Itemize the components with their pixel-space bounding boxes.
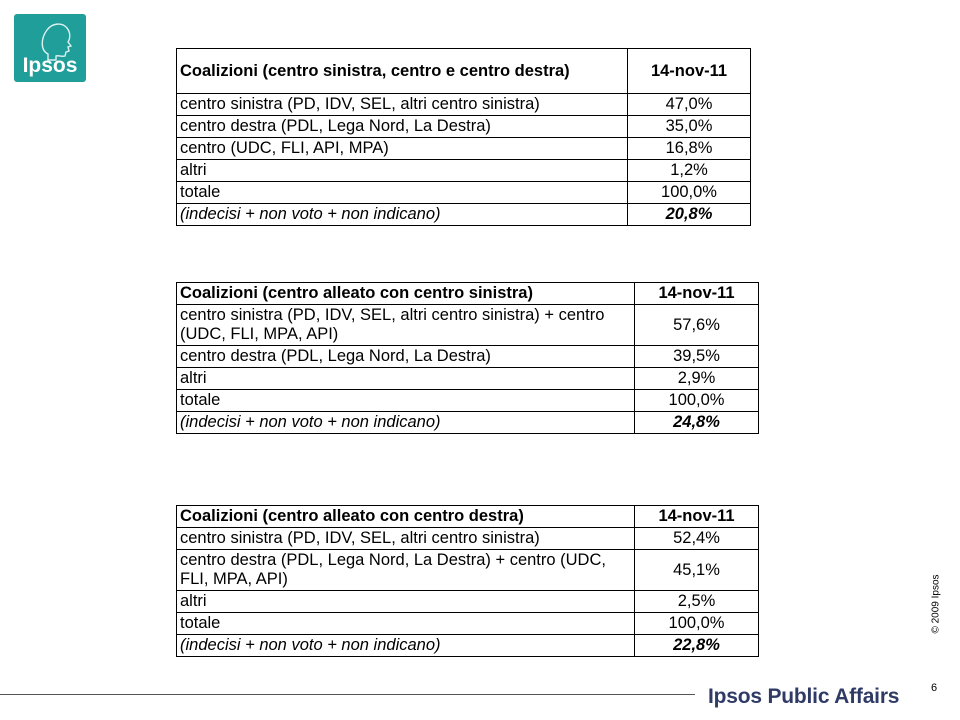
row-label: centro destra (PDL, Lega Nord, La Destra) (177, 346, 635, 368)
table-row (177, 94, 751, 116)
row-label: centro destra (PDL, Lega Nord, La Destra) + centro (UDC, FLI, MPA, API) (177, 550, 635, 591)
row-value: 2,5% (635, 591, 759, 613)
row-label: totale (177, 390, 635, 412)
row-label: centro (UDC, FLI, API, MPA) (177, 138, 628, 160)
row-label: altri (177, 368, 635, 390)
row-label: totale (177, 182, 628, 204)
row-value: 57,6% (635, 305, 759, 346)
table-row (177, 116, 751, 138)
table-row (177, 390, 759, 412)
table-row (177, 528, 759, 550)
row-value: 47,0% (628, 94, 751, 116)
row-value: 52,4% (635, 528, 759, 550)
page-number: 6 (931, 682, 938, 694)
row-value: 2,9% (635, 368, 759, 390)
header-label: Coalizioni (centro alleato con centro destra) (177, 506, 635, 528)
table-coalizioni-tre-poli (176, 48, 751, 226)
copyright-notice: © 2009 Ipsos (930, 574, 942, 634)
table-row (177, 138, 751, 160)
logo-text: Ipsos (22, 54, 78, 77)
table-centro-con-sinistra (176, 282, 759, 434)
row-value: 45,1% (635, 550, 759, 591)
header-label: Coalizioni (centro alleato con centro sinistra) (177, 283, 635, 305)
row-label: centro sinistra (PD, IDV, SEL, altri centro sinistra) (177, 528, 635, 550)
row-label: altri (177, 591, 635, 613)
table-header-row (177, 283, 759, 305)
row-value: 100,0% (635, 390, 759, 412)
row-value: 24,8% (635, 412, 759, 434)
row-value: 35,0% (628, 116, 751, 138)
table-row (177, 182, 751, 204)
row-value: 100,0% (635, 613, 759, 635)
table-row (177, 305, 759, 346)
row-value: 1,2% (628, 160, 751, 182)
table-row (177, 550, 759, 591)
row-label: totale (177, 613, 635, 635)
ipsos-logo (14, 14, 86, 82)
table-row (177, 204, 751, 226)
row-value: 100,0% (628, 182, 751, 204)
table-row (177, 412, 759, 434)
table-row (177, 346, 759, 368)
row-value: 22,8% (635, 635, 759, 657)
table-header-row (177, 49, 751, 94)
table-row (177, 613, 759, 635)
row-value: 20,8% (628, 204, 751, 226)
table-centro-con-destra (176, 505, 759, 657)
row-label: centro sinistra (PD, IDV, SEL, altri centro sinistra) + centro (UDC, FLI, MPA, API) (177, 305, 635, 346)
row-label: centro sinistra (PD, IDV, SEL, altri centro sinistra) (177, 94, 628, 116)
table-row (177, 591, 759, 613)
header-date: 14-nov-11 (635, 506, 759, 528)
row-label: (indecisi + non voto + non indicano) (177, 635, 635, 657)
row-label: (indecisi + non voto + non indicano) (177, 412, 635, 434)
row-value: 39,5% (635, 346, 759, 368)
table-row (177, 635, 759, 657)
table-row (177, 160, 751, 182)
table-row (177, 368, 759, 390)
header-label: Coalizioni (centro sinistra, centro e centro destra) (177, 49, 628, 94)
row-value: 16,8% (628, 138, 751, 160)
header-date: 14-nov-11 (635, 283, 759, 305)
footer-brand: Ipsos Public Affairs (708, 685, 900, 708)
row-label: centro destra (PDL, Lega Nord, La Destra) (177, 116, 628, 138)
table-header-row (177, 506, 759, 528)
header-date: 14-nov-11 (628, 49, 751, 94)
footer-divider (0, 694, 695, 695)
row-label: (indecisi + non voto + non indicano) (177, 204, 628, 226)
row-label: altri (177, 160, 628, 182)
